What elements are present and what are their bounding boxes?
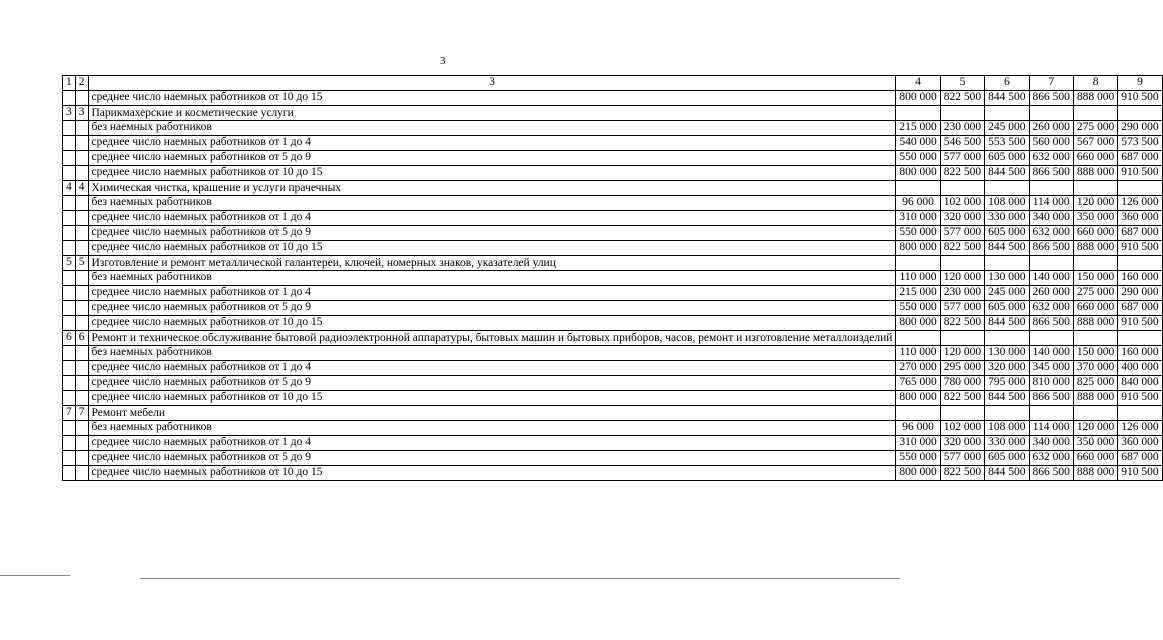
row-description: без наемных работников	[88, 421, 896, 436]
empty-cell	[63, 196, 76, 211]
value-cell: 260 000	[1029, 121, 1073, 136]
value-cell: 546 500	[940, 136, 984, 151]
group-row	[63, 256, 1163, 271]
value-cell: 660 000	[1073, 226, 1117, 241]
scan-edge-line	[140, 578, 900, 579]
empty-cell	[1029, 181, 1073, 196]
row-description: без наемных работников	[88, 346, 896, 361]
group-index: 3	[63, 106, 76, 121]
empty-cell	[1073, 256, 1117, 271]
value-cell: 130 000	[985, 346, 1029, 361]
value-cell: 888 000	[1073, 466, 1117, 481]
group-title: Изготовление и ремонт металлической галантереи, ключей, номерных знаков, указателей улиц	[88, 256, 896, 271]
value-cell: 844 500	[985, 241, 1029, 256]
value-cell: 910 500	[1118, 391, 1162, 406]
value-cell: 660 000	[1073, 301, 1117, 316]
value-cell: 822 500	[940, 241, 984, 256]
empty-cell	[985, 106, 1029, 121]
value-cell: 160 000	[1118, 271, 1162, 286]
empty-cell	[63, 166, 76, 181]
group-row	[63, 331, 1163, 346]
value-cell: 822 500	[940, 316, 984, 331]
value-cell: 140 000	[1029, 346, 1073, 361]
empty-cell	[63, 151, 76, 166]
value-cell: 275 000	[1073, 286, 1117, 301]
value-cell: 150 000	[1073, 346, 1117, 361]
empty-cell	[985, 256, 1029, 271]
row-description: среднее число наемных работников от 1 до 4	[88, 286, 896, 301]
value-cell: 360 000	[1118, 436, 1162, 451]
table-row	[63, 271, 1163, 286]
value-cell: 577 000	[940, 151, 984, 166]
empty-cell	[75, 286, 88, 301]
value-cell: 605 000	[985, 151, 1029, 166]
value-cell: 822 500	[940, 391, 984, 406]
table-row	[63, 166, 1163, 181]
empty-cell	[75, 436, 88, 451]
value-cell: 822 500	[940, 91, 984, 106]
value-cell: 400 000	[1118, 361, 1162, 376]
row-description: среднее число наемных работников от 5 до 9	[88, 301, 896, 316]
header-cell: 9	[1118, 76, 1162, 91]
table-row	[63, 286, 1163, 301]
group-index: 7	[63, 406, 76, 421]
value-cell: 350 000	[1073, 211, 1117, 226]
value-cell: 540 000	[896, 136, 940, 151]
value-cell: 126 000	[1118, 196, 1162, 211]
value-cell: 822 500	[940, 166, 984, 181]
empty-cell	[75, 121, 88, 136]
value-cell: 605 000	[985, 451, 1029, 466]
table-row	[63, 91, 1163, 106]
value-cell: 910 500	[1118, 91, 1162, 106]
value-cell: 765 000	[896, 376, 940, 391]
empty-cell	[75, 211, 88, 226]
group-index: 4	[63, 181, 76, 196]
table-row	[63, 241, 1163, 256]
empty-cell	[1118, 331, 1162, 346]
table-row	[63, 436, 1163, 451]
value-cell: 810 000	[1029, 376, 1073, 391]
value-cell: 844 500	[985, 91, 1029, 106]
value-cell: 822 500	[940, 466, 984, 481]
value-cell: 96 000	[896, 421, 940, 436]
row-description: среднее число наемных работников от 5 до 9	[88, 151, 896, 166]
empty-cell	[1073, 181, 1117, 196]
value-cell: 130 000	[985, 271, 1029, 286]
value-cell: 800 000	[896, 316, 940, 331]
value-cell: 888 000	[1073, 91, 1117, 106]
header-cell: 8	[1073, 76, 1117, 91]
value-cell: 270 000	[896, 361, 940, 376]
empty-cell	[940, 256, 984, 271]
header-cell: 3	[88, 76, 896, 91]
empty-cell	[63, 226, 76, 241]
value-cell: 126 000	[1118, 421, 1162, 436]
value-cell: 550 000	[896, 451, 940, 466]
value-cell: 888 000	[1073, 391, 1117, 406]
value-cell: 320 000	[940, 211, 984, 226]
empty-cell	[1029, 106, 1073, 121]
value-cell: 844 500	[985, 391, 1029, 406]
empty-cell	[75, 301, 88, 316]
value-cell: 577 000	[940, 226, 984, 241]
empty-cell	[1118, 406, 1162, 421]
value-cell: 310 000	[896, 211, 940, 226]
value-cell: 866 500	[1029, 391, 1073, 406]
empty-cell	[1073, 106, 1117, 121]
table-row	[63, 346, 1163, 361]
table-row	[63, 316, 1163, 331]
value-cell: 120 000	[940, 346, 984, 361]
group-row	[63, 406, 1163, 421]
row-description: без наемных работников	[88, 196, 896, 211]
table-header-row	[63, 76, 1163, 91]
empty-cell	[75, 316, 88, 331]
header-cell: 6	[985, 76, 1029, 91]
value-cell: 800 000	[896, 466, 940, 481]
empty-cell	[63, 436, 76, 451]
table-row	[63, 226, 1163, 241]
value-cell: 840 000	[1118, 376, 1162, 391]
empty-cell	[75, 166, 88, 181]
group-title: Ремонт мебели	[88, 406, 896, 421]
group-row	[63, 106, 1163, 121]
empty-cell	[75, 361, 88, 376]
value-cell: 687 000	[1118, 451, 1162, 466]
value-cell: 260 000	[1029, 286, 1073, 301]
group-title: Ремонт и техническое обслуживание бытовой радиоэлектронной аппаратуры, бытовых машин и бытовых приборов, часов, ремонт и изготовление металлоизделий	[88, 331, 896, 346]
value-cell: 660 000	[1073, 151, 1117, 166]
empty-cell	[75, 421, 88, 436]
empty-cell	[63, 391, 76, 406]
group-row	[63, 181, 1163, 196]
value-cell: 340 000	[1029, 211, 1073, 226]
row-description: среднее число наемных работников от 1 до 4	[88, 361, 896, 376]
empty-cell	[75, 346, 88, 361]
empty-cell	[985, 181, 1029, 196]
empty-cell	[940, 406, 984, 421]
value-cell: 866 500	[1029, 316, 1073, 331]
empty-cell	[63, 316, 76, 331]
value-cell: 567 000	[1073, 136, 1117, 151]
value-cell: 687 000	[1118, 226, 1162, 241]
empty-cell	[896, 331, 940, 346]
value-cell: 825 000	[1073, 376, 1117, 391]
group-index: 5	[63, 256, 76, 271]
value-cell: 110 000	[896, 271, 940, 286]
row-description: среднее число наемных работников от 5 до 9	[88, 376, 896, 391]
value-cell: 800 000	[896, 166, 940, 181]
table-row	[63, 136, 1163, 151]
value-cell: 140 000	[1029, 271, 1073, 286]
value-cell: 310 000	[896, 436, 940, 451]
value-cell: 120 000	[1073, 196, 1117, 211]
row-description: среднее число наемных работников от 10 до 15	[88, 166, 896, 181]
value-cell: 102 000	[940, 421, 984, 436]
empty-cell	[63, 346, 76, 361]
value-cell: 245 000	[985, 121, 1029, 136]
table-row	[63, 421, 1163, 436]
empty-cell	[75, 136, 88, 151]
empty-cell	[63, 376, 76, 391]
value-cell: 230 000	[940, 286, 984, 301]
empty-cell	[1118, 256, 1162, 271]
value-cell: 330 000	[985, 436, 1029, 451]
row-description: среднее число наемных работников от 10 до 15	[88, 391, 896, 406]
row-description: среднее число наемных работников от 1 до 4	[88, 211, 896, 226]
value-cell: 577 000	[940, 451, 984, 466]
value-cell: 360 000	[1118, 211, 1162, 226]
table-row	[63, 376, 1163, 391]
value-cell: 844 500	[985, 316, 1029, 331]
empty-cell	[63, 136, 76, 151]
table-body	[63, 76, 1163, 481]
value-cell: 114 000	[1029, 196, 1073, 211]
empty-cell	[985, 331, 1029, 346]
value-cell: 795 000	[985, 376, 1029, 391]
value-cell: 120 000	[940, 271, 984, 286]
value-cell: 110 000	[896, 346, 940, 361]
value-cell: 844 500	[985, 466, 1029, 481]
empty-cell	[63, 121, 76, 136]
header-cell: 4	[896, 76, 940, 91]
value-cell: 800 000	[896, 391, 940, 406]
empty-cell	[75, 151, 88, 166]
group-code: 3	[75, 106, 88, 121]
value-cell: 345 000	[1029, 361, 1073, 376]
empty-cell	[75, 466, 88, 481]
value-cell: 215 000	[896, 121, 940, 136]
empty-cell	[1029, 256, 1073, 271]
empty-cell	[940, 106, 984, 121]
empty-cell	[75, 196, 88, 211]
group-code: 5	[75, 256, 88, 271]
value-cell: 687 000	[1118, 151, 1162, 166]
row-description: среднее число наемных работников от 10 до 15	[88, 466, 896, 481]
page-number: 3	[440, 55, 446, 67]
group-title: Химическая чистка, крашение и услуги прачечных	[88, 181, 896, 196]
group-code: 7	[75, 406, 88, 421]
value-cell: 350 000	[1073, 436, 1117, 451]
value-cell: 96 000	[896, 196, 940, 211]
value-cell: 910 500	[1118, 166, 1162, 181]
value-cell: 800 000	[896, 91, 940, 106]
value-cell: 295 000	[940, 361, 984, 376]
value-cell: 320 000	[985, 361, 1029, 376]
value-cell: 866 500	[1029, 466, 1073, 481]
value-cell: 114 000	[1029, 421, 1073, 436]
value-cell: 320 000	[940, 436, 984, 451]
value-cell: 120 000	[1073, 421, 1117, 436]
value-cell: 550 000	[896, 301, 940, 316]
value-cell: 550 000	[896, 151, 940, 166]
value-cell: 108 000	[985, 421, 1029, 436]
value-cell: 160 000	[1118, 346, 1162, 361]
empty-cell	[63, 271, 76, 286]
value-cell: 660 000	[1073, 451, 1117, 466]
value-cell: 330 000	[985, 211, 1029, 226]
table-row	[63, 391, 1163, 406]
empty-cell	[63, 466, 76, 481]
empty-cell	[75, 451, 88, 466]
scan-edge-line	[0, 575, 70, 576]
empty-cell	[985, 406, 1029, 421]
value-cell: 573 500	[1118, 136, 1162, 151]
empty-cell	[63, 421, 76, 436]
value-cell: 866 500	[1029, 241, 1073, 256]
empty-cell	[75, 271, 88, 286]
value-cell: 888 000	[1073, 316, 1117, 331]
empty-cell	[940, 331, 984, 346]
value-cell: 780 000	[940, 376, 984, 391]
value-cell: 560 000	[1029, 136, 1073, 151]
table-row	[63, 451, 1163, 466]
value-cell: 910 500	[1118, 241, 1162, 256]
empty-cell	[63, 301, 76, 316]
group-code: 6	[75, 331, 88, 346]
empty-cell	[63, 241, 76, 256]
value-cell: 577 000	[940, 301, 984, 316]
value-cell: 866 500	[1029, 166, 1073, 181]
value-cell: 102 000	[940, 196, 984, 211]
value-cell: 888 000	[1073, 166, 1117, 181]
value-cell: 632 000	[1029, 151, 1073, 166]
table-row	[63, 151, 1163, 166]
group-code: 4	[75, 181, 88, 196]
group-title: Парикмахерские и косметические услуги	[88, 106, 896, 121]
row-description: среднее число наемных работников от 1 до 4	[88, 136, 896, 151]
empty-cell	[63, 91, 76, 106]
value-cell: 888 000	[1073, 241, 1117, 256]
row-description: среднее число наемных работников от 10 до 15	[88, 91, 896, 106]
table-row	[63, 466, 1163, 481]
empty-cell	[940, 181, 984, 196]
empty-cell	[1073, 331, 1117, 346]
empty-cell	[75, 376, 88, 391]
value-cell: 605 000	[985, 226, 1029, 241]
value-cell: 215 000	[896, 286, 940, 301]
empty-cell	[75, 226, 88, 241]
value-cell: 844 500	[985, 166, 1029, 181]
value-cell: 632 000	[1029, 451, 1073, 466]
row-description: среднее число наемных работников от 5 до 9	[88, 226, 896, 241]
header-cell: 5	[940, 76, 984, 91]
value-cell: 866 500	[1029, 91, 1073, 106]
table-row	[63, 121, 1163, 136]
value-cell: 605 000	[985, 301, 1029, 316]
empty-cell	[75, 391, 88, 406]
empty-cell	[896, 406, 940, 421]
tariff-table	[62, 75, 1163, 481]
table-row	[63, 196, 1163, 211]
value-cell: 550 000	[896, 226, 940, 241]
empty-cell	[1118, 106, 1162, 121]
table-row	[63, 301, 1163, 316]
group-index: 6	[63, 331, 76, 346]
empty-cell	[75, 241, 88, 256]
value-cell: 290 000	[1118, 286, 1162, 301]
table-row	[63, 361, 1163, 376]
row-description: среднее число наемных работников от 1 до 4	[88, 436, 896, 451]
value-cell: 553 500	[985, 136, 1029, 151]
empty-cell	[63, 211, 76, 226]
value-cell: 340 000	[1029, 436, 1073, 451]
header-cell: 7	[1029, 76, 1073, 91]
value-cell: 910 500	[1118, 316, 1162, 331]
value-cell: 910 500	[1118, 466, 1162, 481]
value-cell: 687 000	[1118, 301, 1162, 316]
empty-cell	[1029, 406, 1073, 421]
header-cell: 1	[63, 76, 76, 91]
empty-cell	[63, 286, 76, 301]
empty-cell	[896, 106, 940, 121]
value-cell: 632 000	[1029, 301, 1073, 316]
value-cell: 245 000	[985, 286, 1029, 301]
empty-cell	[75, 91, 88, 106]
value-cell: 290 000	[1118, 121, 1162, 136]
value-cell: 275 000	[1073, 121, 1117, 136]
row-description: среднее число наемных работников от 5 до 9	[88, 451, 896, 466]
empty-cell	[896, 256, 940, 271]
empty-cell	[63, 361, 76, 376]
row-description: среднее число наемных работников от 10 до 15	[88, 316, 896, 331]
empty-cell	[63, 451, 76, 466]
empty-cell	[1118, 181, 1162, 196]
value-cell: 108 000	[985, 196, 1029, 211]
empty-cell	[1073, 406, 1117, 421]
value-cell: 800 000	[896, 241, 940, 256]
header-cell: 2	[75, 76, 88, 91]
table-row	[63, 211, 1163, 226]
value-cell: 150 000	[1073, 271, 1117, 286]
value-cell: 230 000	[940, 121, 984, 136]
row-description: без наемных работников	[88, 121, 896, 136]
row-description: без наемных работников	[88, 271, 896, 286]
empty-cell	[1029, 331, 1073, 346]
row-description: среднее число наемных работников от 10 до 15	[88, 241, 896, 256]
value-cell: 632 000	[1029, 226, 1073, 241]
empty-cell	[896, 181, 940, 196]
value-cell: 370 000	[1073, 361, 1117, 376]
